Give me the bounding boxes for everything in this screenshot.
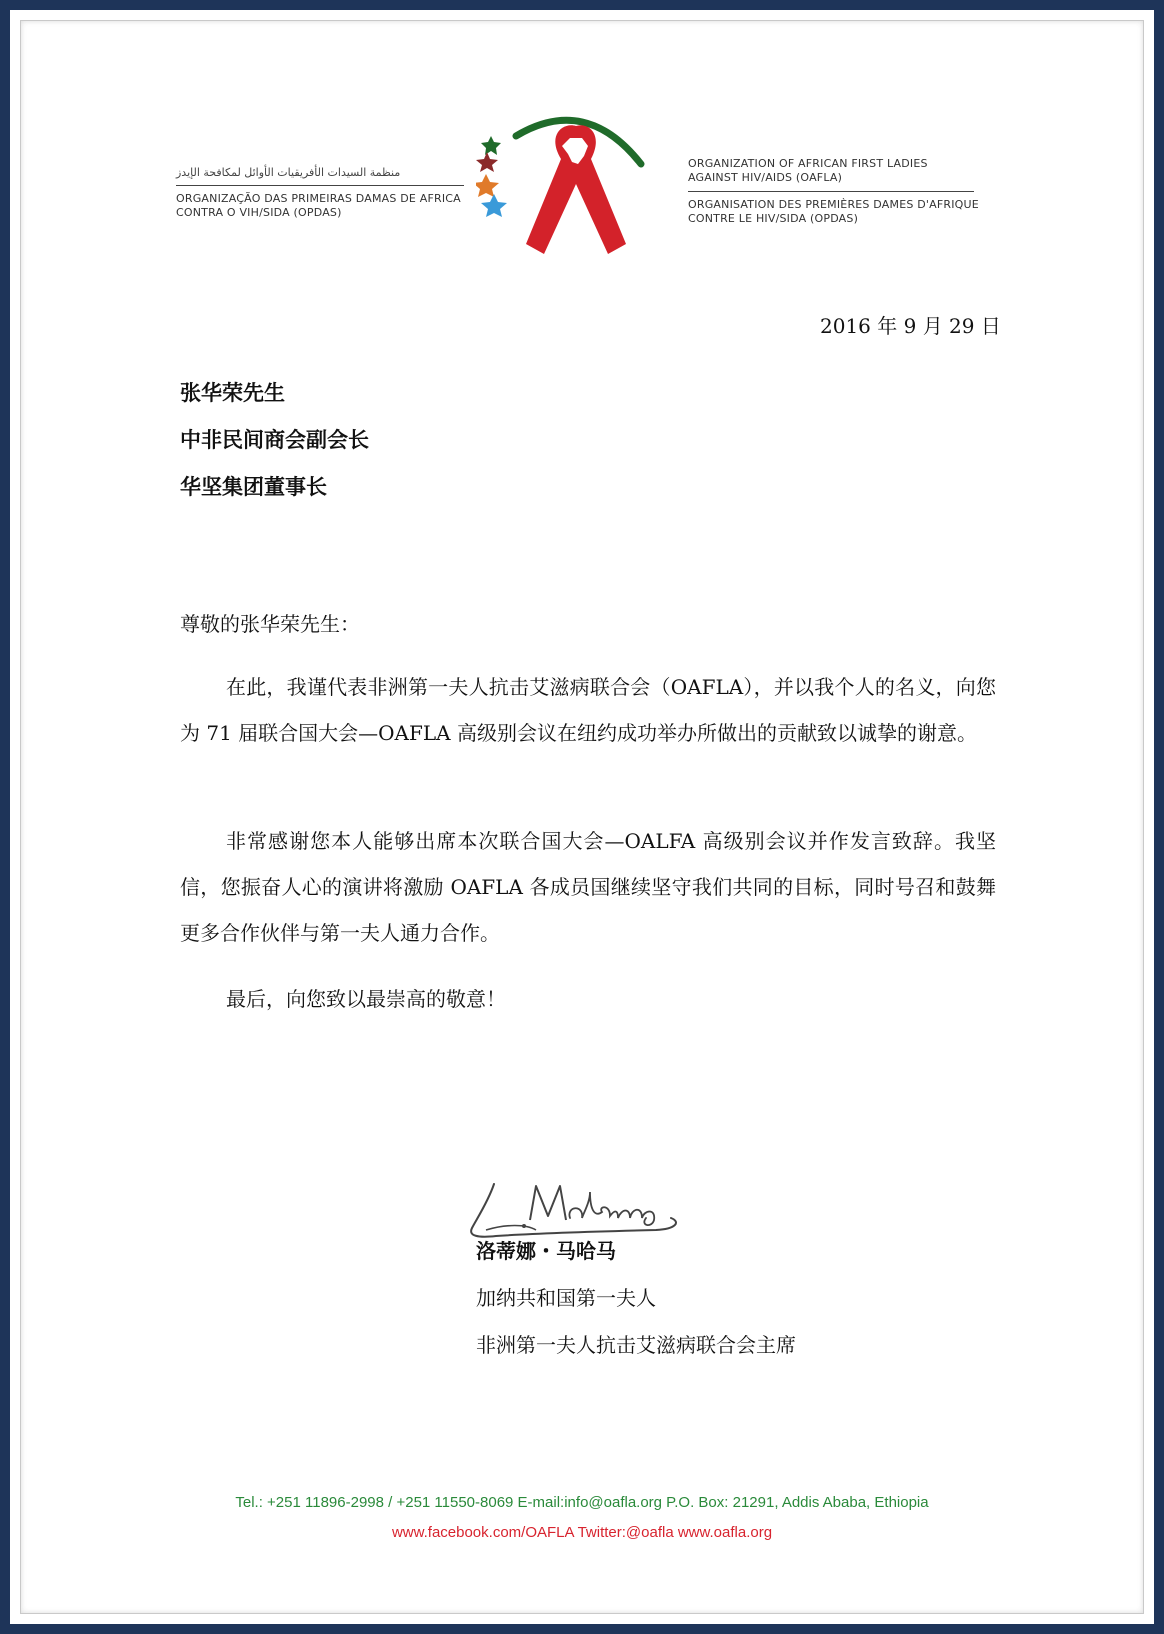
french-org-name-line1: ORGANISATION DES PREMIÈRES DAMES D'AFRIQUE [688,198,979,211]
footer-web-line: www.facebook.com/OAFLA Twitter:@oafla www.oafla.org [391,1524,773,1541]
arabic-org-name: منظمة السيدات الأفريقيات الأوائل لمكافحة الإيدز [176,166,401,179]
signatory-title-2: 非洲第一夫人抗击艾滋病联合会主席 [476,1333,796,1357]
english-org-name-line2: AGAINST HIV/AIDS (OAFLA) [688,171,843,184]
footer-contact-line: Tel.: +251 11896-2998 / +251 11550-8069 E-mail:info@oafla.org P.O. Box: 21291, Addis Ababa, Ethiopia [235,1494,929,1511]
star-blue-icon [481,194,507,217]
portuguese-org-name-line1: ORGANIZAÇÃO DAS PRIMEIRAS DAMAS DE AFRICA [176,192,461,205]
letterhead-right [688,157,998,226]
star-green-icon [481,136,501,155]
letterhead-rule-right [688,191,974,192]
signatory-name: 洛蒂娜・马哈马 [476,1239,616,1263]
recipient-block [180,370,369,511]
signatory-title-1: 加纳共和国第一夫人 [476,1286,656,1310]
signature-block [476,1228,796,1369]
recipient-title-2: 华坚集团董事长 [180,475,327,499]
english-org-name-line1: ORGANIZATION OF AFRICAN FIRST LADIES [688,157,928,170]
letterhead-rule-left [176,185,464,186]
portuguese-org-name-line2: CONTRA O VIH/SIDA (OPDAS) [176,206,342,219]
recipient-name: 张华荣先生 [180,381,285,405]
body-paragraph-3: 最后，向您致以最崇高的敬意！ [226,987,506,1011]
french-org-name-line2: CONTRE LE HIV/SIDA (OPDAS) [688,212,859,225]
star-orange-icon [476,174,499,197]
recipient-title-1: 中非民间商会副会长 [180,428,369,452]
star-maroon-icon [476,152,498,172]
body-paragraph-2: 非常感谢您本人能够出席本次联合国大会—OALFA 高级别会议并作发言致辞。我坚信，您振奋人心的演讲将激励 OAFLA 各成员国继续坚守我们共同的目标，同时号召和鼓舞更多合作伙伴与第一夫人通力合作。 [180,829,996,945]
footer [0,1488,1164,1548]
salutation: 尊敬的张华荣先生： [180,612,360,636]
oafla-ribbon-logo [476,104,676,284]
body-paragraph-1: 在此，我谨代表非洲第一夫人抗击艾滋病联合会（OAFLA），并以我个人的名义，向您为 71 届联合国大会—OAFLA 高级别会议在纽约成功举办所做出的贡献致以诚挚的谢意。 [180,675,996,745]
letter-date: 2016 年 9 月 29 日 [820,314,1001,338]
letterhead-left [176,166,466,220]
